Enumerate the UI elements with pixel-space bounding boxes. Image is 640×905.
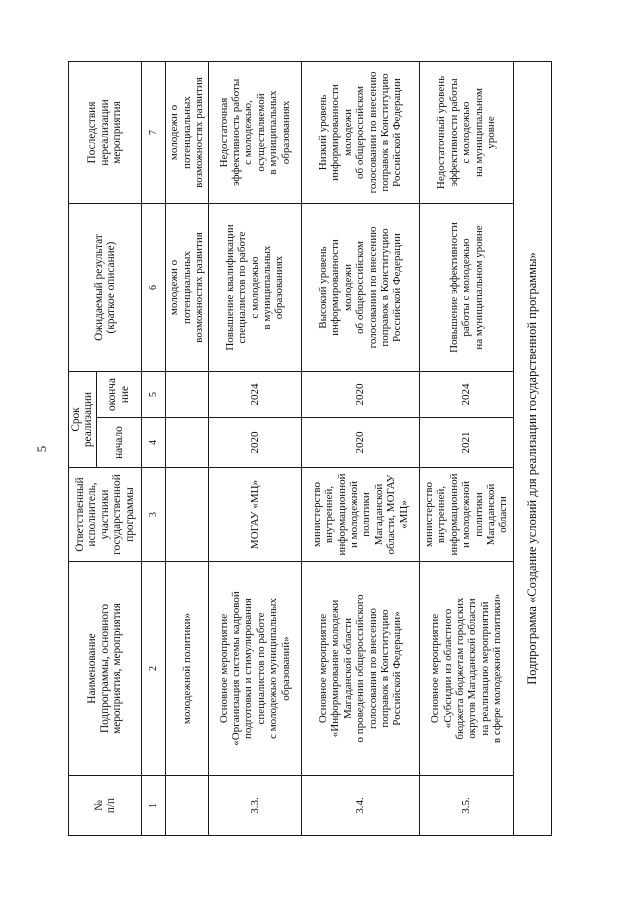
empty-cell (165, 776, 208, 836)
row-consequences: молодежи о потенциальных возможностях развития (165, 62, 208, 204)
row-number: 3.5. (419, 776, 513, 836)
row-responsible: МОГАУ «МЦ» (208, 468, 301, 562)
row-end-year: 2024 (208, 372, 301, 418)
header-row (69, 62, 97, 836)
table-header (69, 62, 142, 836)
header-consequences: Последствия нереализации мероприятия (69, 62, 142, 204)
row-responsible: министерство внутренней, информационной и молодежной политики Магаданской области, МОГАУ «МЦ» (301, 468, 419, 562)
row-name: Основное мероприятие «Организация системы кадровой подготовки и стимулирования специалистов по работе с молодежью муниципальных образований» (208, 562, 301, 776)
row-number: 3.3. (208, 776, 301, 836)
row-start-year: 2021 (419, 418, 513, 468)
program-measures-table (68, 61, 552, 836)
page-number: 5 (34, 445, 49, 453)
row-consequences: Недостаточный уровень эффективности работы с молодежью на муниципальном уровне (419, 62, 513, 204)
header-expected-result: Ожидаемый результат (краткое описание) (69, 204, 142, 372)
table-row (301, 62, 419, 836)
table-row-continuation (165, 62, 208, 836)
row-name: молодежной политики» (165, 562, 208, 776)
row-number: 3.4. (301, 776, 419, 836)
table-body (141, 62, 551, 836)
column-number: 5 (141, 372, 165, 418)
column-numbers-row (141, 62, 165, 836)
table-row (419, 62, 513, 836)
header-start: начало (96, 418, 141, 468)
header-number: № п/п (69, 776, 142, 836)
header-end: оконча ние (96, 372, 141, 418)
row-end-year: 2024 (419, 372, 513, 418)
empty-cell (165, 372, 208, 418)
rotated-page-content (34, 62, 550, 836)
column-number: 6 (141, 204, 165, 372)
row-expected-result: Высокий уровень информированности молодежи об общероссийском голосовании по внесению поправок в Конституцию Российской Федерации (301, 204, 419, 372)
row-name: Основное мероприятие «Субсидии из областного бюджета бюджетам городских округов Магаданской области на реализацию мероприятий в сфере молодежной политики» (419, 562, 513, 776)
row-start-year: 2020 (301, 418, 419, 468)
row-responsible: министерство внутренней, информационной и молодежной политики Магаданской области (419, 468, 513, 562)
column-number: 4 (141, 418, 165, 468)
row-expected-result: молодежи о потенциальных возможностях развития (165, 204, 208, 372)
subprogram-row (513, 62, 551, 836)
row-name: Основное мероприятие «Информирование молодежи Магаданской области о проведении общероссийского голосования по внесению поправок в Конституцию Российской Федерации» (301, 562, 419, 776)
row-start-year: 2020 (208, 418, 301, 468)
header-term: Срок реализации (69, 372, 97, 468)
header-name: Наименование Подпрограммы, основного мероприятия, мероприятия (69, 562, 142, 776)
empty-cell (165, 468, 208, 562)
column-number: 2 (141, 562, 165, 776)
table-row (208, 62, 301, 836)
row-end-year: 2020 (301, 372, 419, 418)
column-number: 3 (141, 468, 165, 562)
subprogram-title: Подпрограмма «Создание условий для реализации государственной программы» (513, 62, 551, 836)
row-expected-result: Повышение эффективности работы с молодежью на муниципальном уровне (419, 204, 513, 372)
row-consequences: Недостаточная эффективность работы с молодежью, осуществляемой в муниципальных образованиях (208, 62, 301, 204)
column-number: 7 (141, 62, 165, 204)
row-expected-result: Повышение квалификации специалистов по работе с молодежью в муниципальных образованиях (208, 204, 301, 372)
empty-cell (165, 418, 208, 468)
header-responsible: Ответственный исполнитель, участники государственной программы (69, 468, 142, 562)
row-consequences: Низкий уровень информированности молодежи об общероссийском голосовании по внесению поправок в Конституцию Российской Федерации (301, 62, 419, 204)
column-number: 1 (141, 776, 165, 836)
